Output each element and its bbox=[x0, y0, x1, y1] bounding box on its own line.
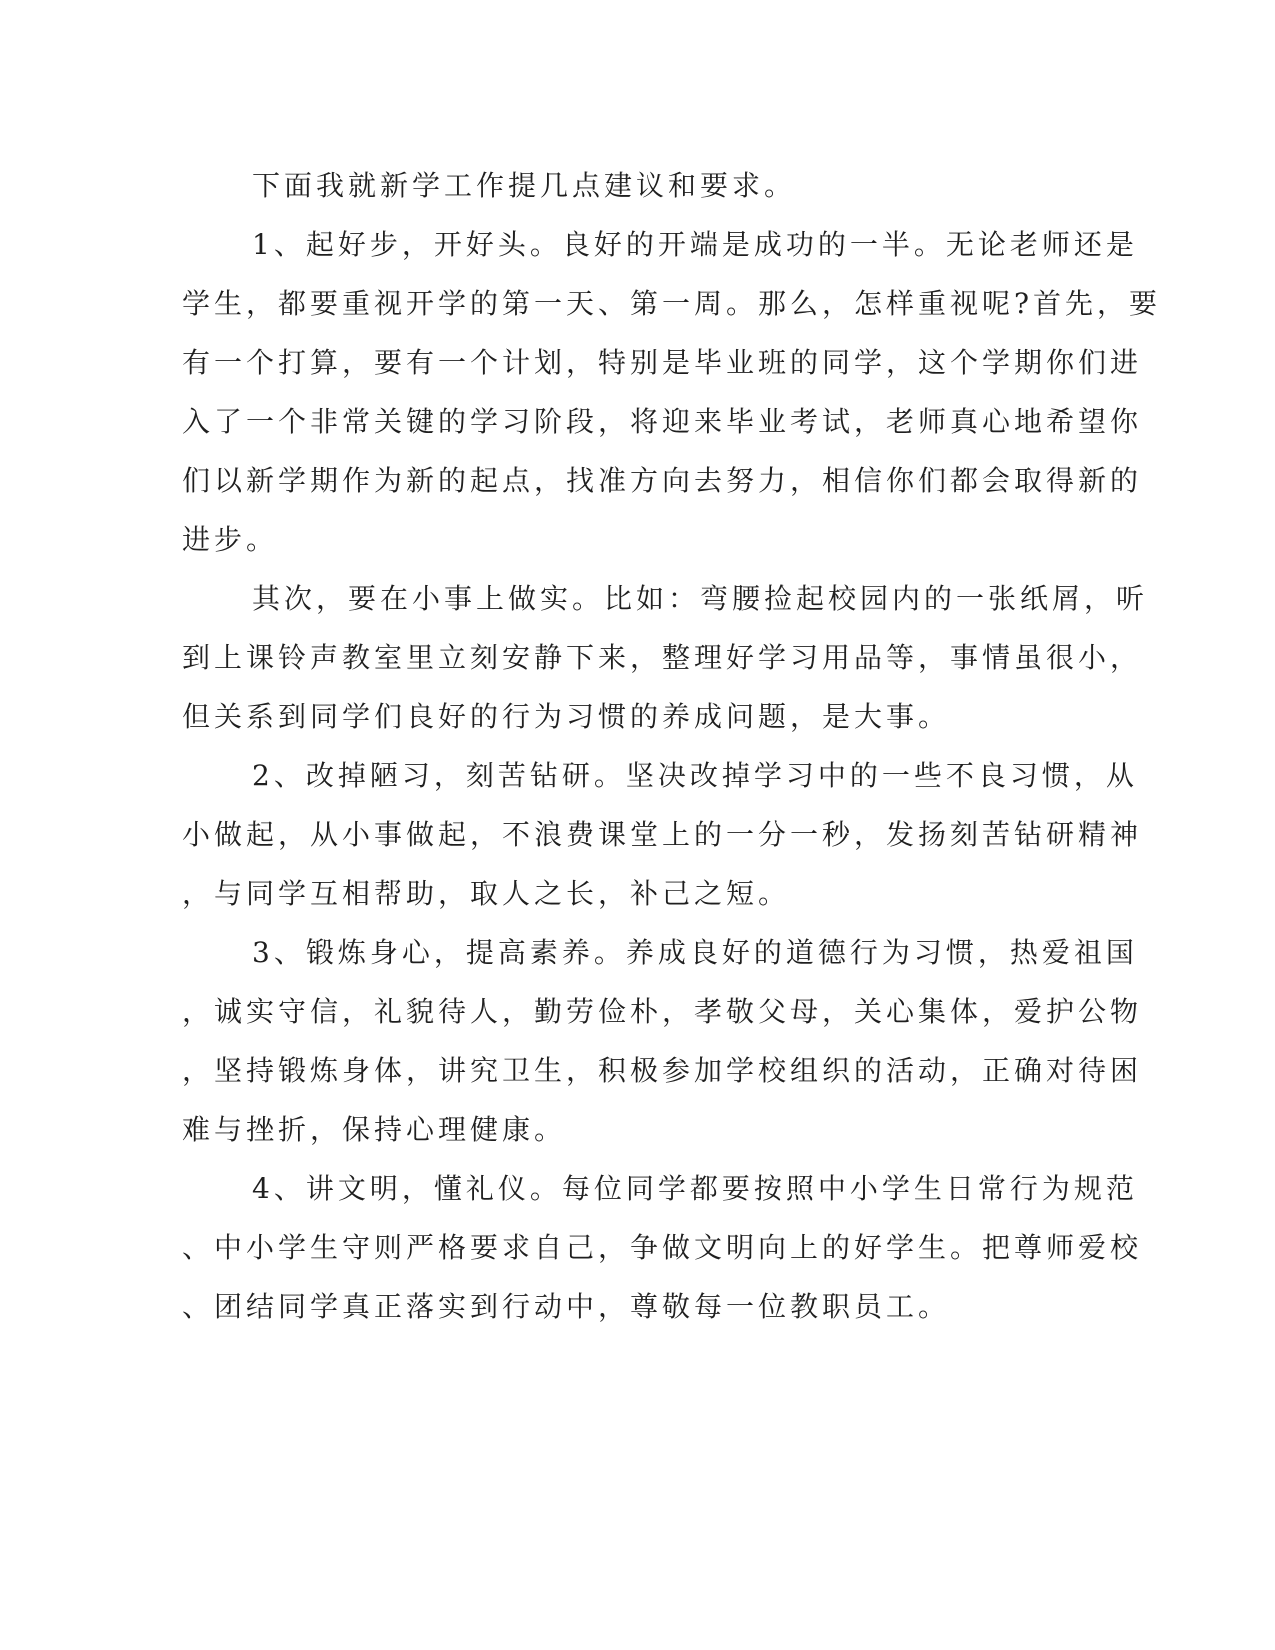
point-3-line: 难与挫折，保持心理健康。 bbox=[182, 1113, 567, 1146]
point-3-line: 3、锻炼身心，提高素养。养成良好的道德行为习惯，热爱祖国 bbox=[252, 936, 1138, 969]
point-1-line: 有一个打算，要有一个计划，特别是毕业班的同学，这个学期你们进 bbox=[182, 346, 1143, 379]
point-4-line: 、中小学生守则严格要求自己，争做文明向上的好学生。把尊师爱校 bbox=[182, 1231, 1143, 1264]
body-text bbox=[182, 156, 1162, 1336]
point-1-line: 1、起好步，开好头。良好的开端是成功的一半。无论老师还是 bbox=[252, 228, 1138, 261]
point-1-line: 入了一个非常关键的学习阶段，将迎来毕业考试，老师真心地希望你 bbox=[182, 405, 1143, 438]
point-4-line: 、团结同学真正落实到行动中，尊敬每一位教职员工。 bbox=[182, 1290, 951, 1323]
paragraph-intro-line: 下面我就新学工作提几点建议和要求。 bbox=[252, 169, 797, 202]
point-2-line: 2、改掉陋习，刻苦钻研。坚决改掉学习中的一些不良习惯，从 bbox=[252, 759, 1138, 792]
point-1-line: 们以新学期作为新的起点，找准方向去努力，相信你们都会取得新的 bbox=[182, 464, 1143, 497]
second-note-line: 其次，要在小事上做实。比如：弯腰捡起校园内的一张纸屑，听 bbox=[252, 582, 1149, 615]
point-2-line: 小做起，从小事做起，不浪费课堂上的一分一秒，发扬刻苦钻研精神 bbox=[182, 818, 1143, 851]
second-note-line: 但关系到同学们良好的行为习惯的养成问题，是大事。 bbox=[182, 700, 951, 733]
point-1-line: 学生，都要重视开学的第一天、第一周。那么，怎样重视呢?首先，要 bbox=[182, 287, 1162, 320]
point-1-line: 进步。 bbox=[182, 523, 279, 556]
point-4-line: 4、讲文明，懂礼仪。每位同学都要按照中小学生日常行为规范 bbox=[252, 1172, 1138, 1205]
point-3-line: ，诚实守信，礼貌待人，勤劳俭朴，孝敬父母，关心集体，爱护公物 bbox=[182, 995, 1143, 1028]
second-note-line: 到上课铃声教室里立刻安静下来，整理好学习用品等，事情虽很小， bbox=[182, 641, 1143, 674]
point-3-line: ，坚持锻炼身体，讲究卫生，积极参加学校组织的活动，正确对待困 bbox=[182, 1054, 1143, 1087]
point-2-line: ，与同学互相帮助，取人之长，补己之短。 bbox=[182, 877, 791, 910]
